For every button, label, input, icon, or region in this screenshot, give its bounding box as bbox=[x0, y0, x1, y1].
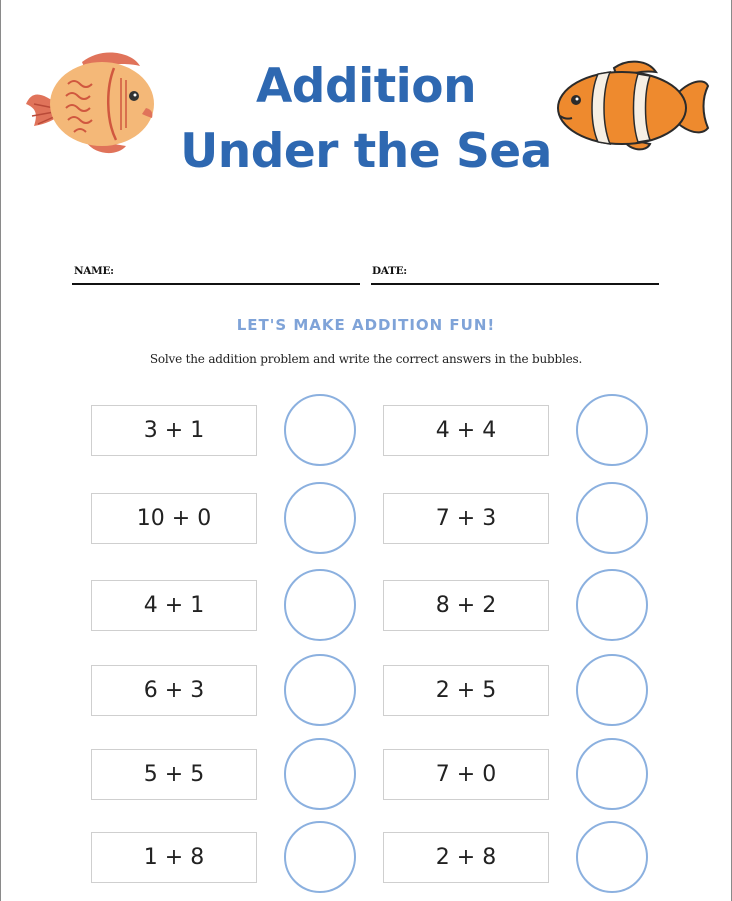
answer-bubble-left-3[interactable] bbox=[284, 569, 356, 641]
problem-box-right-6: 2 + 8 bbox=[383, 832, 549, 883]
answer-bubble-right-1[interactable] bbox=[576, 394, 648, 466]
answer-bubble-left-1[interactable] bbox=[284, 394, 356, 466]
problem-box-right-2: 7 + 3 bbox=[383, 493, 549, 544]
answer-bubble-right-2[interactable] bbox=[576, 482, 648, 554]
problem-box-left-2: 10 + 0 bbox=[91, 493, 257, 544]
problem-box-left-5: 5 + 5 bbox=[91, 749, 257, 800]
page-title-line1: Addition bbox=[255, 59, 477, 114]
answer-bubble-left-6[interactable] bbox=[284, 821, 356, 893]
goldfish-icon bbox=[22, 44, 162, 162]
problem-box-right-3: 8 + 2 bbox=[383, 580, 549, 631]
answer-bubble-right-6[interactable] bbox=[576, 821, 648, 893]
problem-box-left-4: 6 + 3 bbox=[91, 665, 257, 716]
date-label: DATE: bbox=[372, 265, 407, 277]
problem-box-left-3: 4 + 1 bbox=[91, 580, 257, 631]
problem-box-left-6: 1 + 8 bbox=[91, 832, 257, 883]
instructions: Solve the addition problem and write the correct answers in the bubbles. bbox=[149, 352, 583, 366]
problem-box-left-1: 3 + 1 bbox=[91, 405, 257, 456]
answer-bubble-right-3[interactable] bbox=[576, 569, 648, 641]
answer-bubble-left-4[interactable] bbox=[284, 654, 356, 726]
answer-bubble-right-4[interactable] bbox=[576, 654, 648, 726]
name-label: NAME: bbox=[74, 265, 114, 277]
answer-bubble-right-5[interactable] bbox=[576, 738, 648, 810]
date-field-line[interactable] bbox=[371, 283, 659, 285]
page-title-line2: Under the Sea bbox=[180, 124, 552, 179]
answer-bubble-left-5[interactable] bbox=[284, 738, 356, 810]
problem-box-right-4: 2 + 5 bbox=[383, 665, 549, 716]
answer-bubble-left-2[interactable] bbox=[284, 482, 356, 554]
problem-box-right-5: 7 + 0 bbox=[383, 749, 549, 800]
problem-box-right-1: 4 + 4 bbox=[383, 405, 549, 456]
name-field-line[interactable] bbox=[72, 283, 360, 285]
subtitle: LET'S MAKE ADDITION FUN! bbox=[236, 316, 496, 334]
